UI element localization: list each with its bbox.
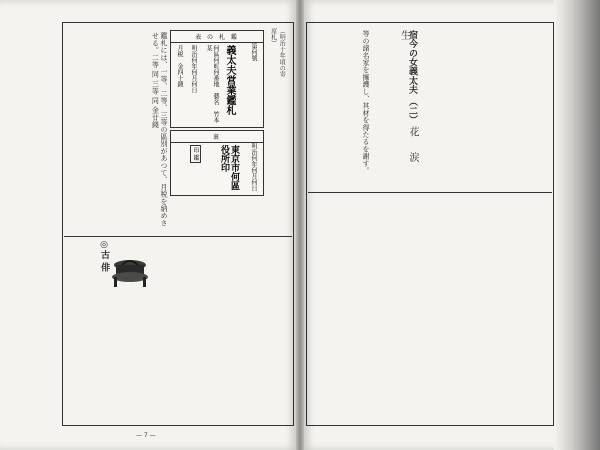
article-heading <box>372 30 416 190</box>
left-body-text <box>70 32 168 232</box>
article-number: （二） <box>407 96 417 125</box>
ticket-issued: 明治何年何月何日 <box>190 45 197 93</box>
ticket-number: 第何號 <box>250 43 257 61</box>
ticket-tax: 月税 金四十錢 <box>176 45 183 87</box>
left-section-label <box>72 240 108 390</box>
ticket-back-header: 裏 <box>171 131 263 143</box>
license-ticket-front <box>170 30 264 128</box>
ticket-title: 義太夫営業鑑札 <box>224 45 235 115</box>
top-note: （明治十年頃の寄席札） <box>269 28 286 78</box>
license-ticket-back <box>170 130 264 196</box>
page-edge-shadow <box>554 0 600 450</box>
ticket-back-issued: 明治何年何月何日 <box>250 143 257 191</box>
left-section-divider <box>64 236 292 237</box>
article-intro-text: 等の諸名家を擁護し、其材を得たるを謝す。 <box>362 30 370 174</box>
ticket-back-stamp: 印 鑑 <box>192 147 199 161</box>
left-body-main: 鑑札には、一等、二等、三等の區別があつて、月税を納めさせる。二等 同 三等 同 金廿錢 <box>151 32 168 227</box>
right-lower-text-block <box>310 196 550 422</box>
article-author: 花 涙 生 <box>398 30 418 169</box>
article-title: 宿今の女義太夫 <box>407 30 417 95</box>
right-section-divider <box>308 192 552 193</box>
left-lower-text-block <box>110 240 292 420</box>
page-number: — 7 — <box>136 432 156 439</box>
section-label-text: ◎古 俳 <box>99 240 109 272</box>
ticket-names: 何區何町何番地 藝名 竹本某 <box>205 45 219 123</box>
ticket-front-header: 表 の 札 鑑 <box>171 31 263 43</box>
article-intro <box>310 30 370 190</box>
ticket-back-office: 東京市何區役所印 <box>219 145 239 190</box>
right-upper-text-block <box>420 30 550 190</box>
book-gutter <box>296 0 304 450</box>
